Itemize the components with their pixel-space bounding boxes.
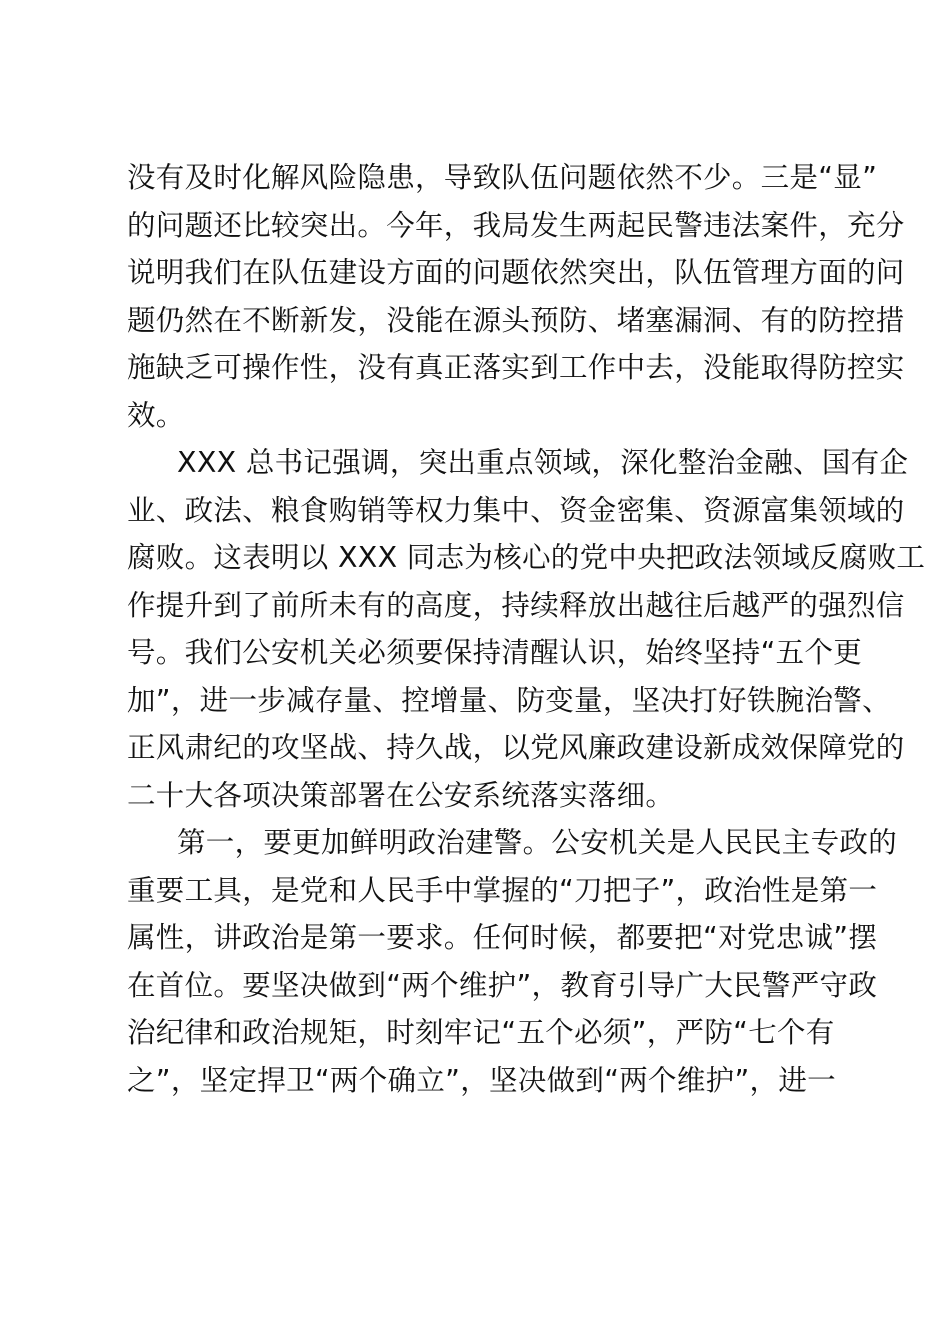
paragraph-first-line: 第一，要更加鲜明政治建警。公安机关是人民民主专政的 [177,826,898,859]
paragraph-first-line: XXX 总书记强调，突出重点领域，深化整治金融、国有企 [177,446,909,479]
text-line: 说明我们在队伍建设方面的问题依然突出，队伍管理方面的问 [127,256,905,289]
text-line: 二十大各项决策部署在公安系统落实落细。 [127,778,675,812]
text-line: 题仍然在不断新发，没能在源头预防、堵塞漏洞、有的防控措 [127,303,905,337]
text-line: 在首位。要坚决做到“两个维护”，教育引导广大民警严守政 [127,968,878,1002]
text-line: 效。 [127,398,185,432]
text-line: 属性，讲政治是第一要求。任何时候，都要把“对党忠诚”摆 [127,921,878,954]
text-line: 重要工具，是党和人民手中掌握的“刀把子”，政治性是第一 [127,873,878,907]
text-line: 腐败。这表明以 XXX 同志为核心的党中央把政法领域反腐败工 [127,541,926,574]
text-line: 号。我们公安机关必须要保持清醒认识，始终坚持“五个更 [127,636,863,669]
text-line: 加”，进一步减存量、控增量、防变量，坚决打好铁腕治警、 [127,683,891,717]
text-line: 的问题还比较突出。今年，我局发生两起民警违法案件，充分 [127,208,905,242]
text-line: 正风肃纪的攻坚战、持久战，以党风廉政建设新成效保障党的 [127,731,905,764]
text-line: 施缺乏可操作性，没有真正落实到工作中去，没能取得防控实 [127,351,905,384]
document-body [127,154,926,1104]
text-line: 业、政法、粮食购销等权力集中、资金密集、资源富集领域的 [127,493,905,527]
text-line: 没有及时化解风险隐患，导致队伍问题依然不少。三是“显” [127,161,878,194]
text-line: 治纪律和政治规矩，时刻牢记“五个必须”，严防“七个有 [127,1016,835,1049]
text-line: 作提升到了前所未有的高度，持续释放出越往后越严的强烈信 [127,588,905,622]
text-line: 之”，坚定捍卫“两个确立”，坚决做到“两个维护”，进一 [127,1063,836,1097]
